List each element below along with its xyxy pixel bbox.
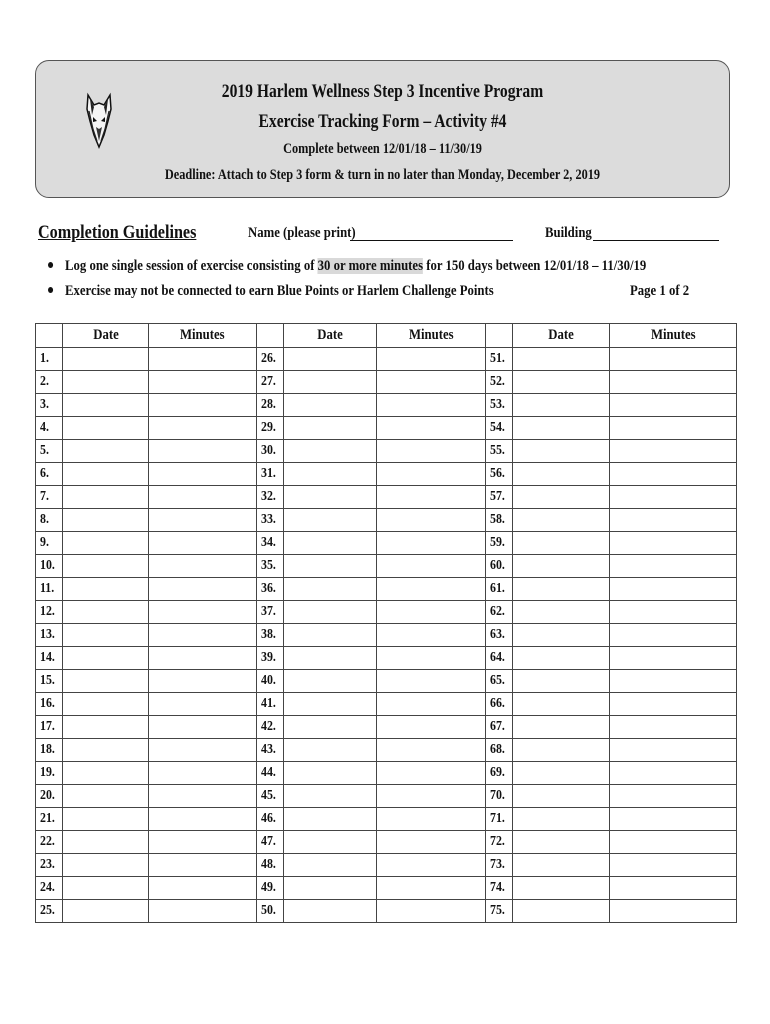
minutes-cell[interactable] bbox=[610, 348, 737, 371]
date-cell[interactable] bbox=[284, 509, 377, 532]
date-cell[interactable] bbox=[284, 831, 377, 854]
entry-number: 37. bbox=[257, 601, 284, 624]
table-row bbox=[36, 394, 737, 417]
date-cell[interactable] bbox=[284, 785, 377, 808]
date-cell[interactable] bbox=[63, 463, 149, 486]
minutes-cell[interactable] bbox=[377, 762, 486, 785]
entry-number: 12. bbox=[36, 601, 63, 624]
entry-number: 64. bbox=[486, 647, 513, 670]
bullet2-text: Exercise may not be connected to earn Blue Points or Harlem Challenge Points bbox=[65, 283, 494, 299]
date-cell[interactable] bbox=[513, 785, 610, 808]
date-cell[interactable] bbox=[284, 555, 377, 578]
minutes-cell[interactable] bbox=[149, 693, 257, 716]
date-cell[interactable] bbox=[63, 509, 149, 532]
date-cell[interactable] bbox=[63, 647, 149, 670]
entry-number: 13. bbox=[36, 624, 63, 647]
minutes-cell[interactable] bbox=[149, 854, 257, 877]
table-row bbox=[36, 716, 737, 739]
date-cell[interactable] bbox=[63, 808, 149, 831]
entry-number: 54. bbox=[486, 417, 513, 440]
entry-number: 45. bbox=[257, 785, 284, 808]
date-cell[interactable] bbox=[63, 601, 149, 624]
date-cell[interactable] bbox=[513, 532, 610, 555]
date-cell[interactable] bbox=[284, 808, 377, 831]
table-row bbox=[36, 578, 737, 601]
minutes-cell[interactable] bbox=[377, 555, 486, 578]
minutes-cell[interactable] bbox=[377, 394, 486, 417]
minutes-cell[interactable] bbox=[377, 854, 486, 877]
date-cell[interactable] bbox=[513, 578, 610, 601]
name-field[interactable] bbox=[350, 240, 513, 241]
minutes-cell[interactable] bbox=[610, 854, 737, 877]
minutes-cell[interactable] bbox=[377, 647, 486, 670]
minutes-cell[interactable] bbox=[377, 877, 486, 900]
entry-number: 39. bbox=[257, 647, 284, 670]
minutes-cell[interactable] bbox=[149, 831, 257, 854]
entry-number: 63. bbox=[486, 624, 513, 647]
date-cell[interactable] bbox=[513, 394, 610, 417]
date-cell[interactable] bbox=[284, 854, 377, 877]
entry-number: 28. bbox=[257, 394, 284, 417]
date-cell[interactable] bbox=[284, 739, 377, 762]
col-header-minutes: Minutes bbox=[377, 324, 486, 348]
guideline-bullet-2 bbox=[48, 283, 494, 300]
minutes-cell[interactable] bbox=[149, 624, 257, 647]
minutes-cell[interactable] bbox=[149, 348, 257, 371]
date-cell[interactable] bbox=[63, 555, 149, 578]
minutes-cell[interactable] bbox=[149, 762, 257, 785]
entry-number: 10. bbox=[36, 555, 63, 578]
date-cell[interactable] bbox=[513, 762, 610, 785]
entry-number: 33. bbox=[257, 509, 284, 532]
form-title: 2019 Harlem Wellness Step 3 Incentive Program bbox=[221, 81, 544, 102]
name-label: Name (please print) bbox=[248, 225, 356, 241]
entry-number: 48. bbox=[257, 854, 284, 877]
date-cell[interactable] bbox=[513, 371, 610, 394]
entry-number: 72. bbox=[486, 831, 513, 854]
date-cell[interactable] bbox=[513, 440, 610, 463]
entry-number: 69. bbox=[486, 762, 513, 785]
table-row bbox=[36, 877, 737, 900]
date-cell[interactable] bbox=[284, 762, 377, 785]
entry-number: 75. bbox=[486, 900, 513, 923]
date-cell[interactable] bbox=[513, 808, 610, 831]
bullet-icon bbox=[48, 287, 53, 293]
form-subtitle: Exercise Tracking Form – Activity #4 bbox=[258, 111, 507, 132]
minutes-cell[interactable] bbox=[149, 417, 257, 440]
col-header-minutes: Minutes bbox=[149, 324, 257, 348]
entry-number: 57. bbox=[486, 486, 513, 509]
minutes-cell[interactable] bbox=[610, 877, 737, 900]
entry-number: 41. bbox=[257, 693, 284, 716]
entry-number: 3. bbox=[36, 394, 63, 417]
date-cell[interactable] bbox=[63, 578, 149, 601]
date-cell[interactable] bbox=[63, 417, 149, 440]
table-row bbox=[36, 647, 737, 670]
minutes-cell[interactable] bbox=[610, 417, 737, 440]
minutes-cell[interactable] bbox=[610, 647, 737, 670]
minutes-cell[interactable] bbox=[610, 693, 737, 716]
minutes-cell[interactable] bbox=[149, 900, 257, 923]
minutes-cell[interactable] bbox=[610, 785, 737, 808]
minutes-cell[interactable] bbox=[377, 670, 486, 693]
date-cell[interactable] bbox=[63, 739, 149, 762]
date-cell[interactable] bbox=[284, 532, 377, 555]
table-row bbox=[36, 555, 737, 578]
table-row bbox=[36, 509, 737, 532]
entry-number: 34. bbox=[257, 532, 284, 555]
date-cell[interactable] bbox=[284, 371, 377, 394]
entry-number: 40. bbox=[257, 670, 284, 693]
minutes-cell[interactable] bbox=[149, 509, 257, 532]
minutes-cell[interactable] bbox=[149, 670, 257, 693]
date-cell[interactable] bbox=[284, 440, 377, 463]
minutes-cell[interactable] bbox=[149, 463, 257, 486]
minutes-cell[interactable] bbox=[149, 877, 257, 900]
date-cell[interactable] bbox=[513, 693, 610, 716]
minutes-cell[interactable] bbox=[610, 486, 737, 509]
date-cell[interactable] bbox=[63, 900, 149, 923]
table-row bbox=[36, 831, 737, 854]
date-cell[interactable] bbox=[284, 877, 377, 900]
minutes-cell[interactable] bbox=[149, 440, 257, 463]
entry-number: 38. bbox=[257, 624, 284, 647]
bullet1-highlight: 30 or more minutes bbox=[317, 258, 424, 274]
date-cell[interactable] bbox=[513, 670, 610, 693]
minutes-cell[interactable] bbox=[610, 716, 737, 739]
date-cell[interactable] bbox=[513, 348, 610, 371]
minutes-cell[interactable] bbox=[377, 578, 486, 601]
date-cell[interactable] bbox=[284, 647, 377, 670]
minutes-cell[interactable] bbox=[149, 785, 257, 808]
table-row bbox=[36, 532, 737, 555]
minutes-cell[interactable] bbox=[610, 463, 737, 486]
deadline-text: Deadline: Attach to Step 3 form & turn in no later than Monday, December 2, 2019 bbox=[164, 167, 601, 183]
date-cell[interactable] bbox=[63, 348, 149, 371]
guideline-bullet-1 bbox=[48, 258, 646, 275]
date-cell[interactable] bbox=[284, 578, 377, 601]
minutes-cell[interactable] bbox=[377, 624, 486, 647]
date-cell[interactable] bbox=[63, 670, 149, 693]
table-row bbox=[36, 440, 737, 463]
entry-number: 16. bbox=[36, 693, 63, 716]
minutes-cell[interactable] bbox=[377, 532, 486, 555]
date-cell[interactable] bbox=[513, 555, 610, 578]
entry-number: 9. bbox=[36, 532, 63, 555]
entry-number: 56. bbox=[486, 463, 513, 486]
entry-number: 11. bbox=[36, 578, 63, 601]
date-cell[interactable] bbox=[63, 831, 149, 854]
entry-number: 36. bbox=[257, 578, 284, 601]
minutes-cell[interactable] bbox=[149, 601, 257, 624]
entry-number: 70. bbox=[486, 785, 513, 808]
col-header-date: Date bbox=[284, 324, 377, 348]
minutes-cell[interactable] bbox=[377, 693, 486, 716]
date-cell[interactable] bbox=[63, 693, 149, 716]
date-cell[interactable] bbox=[284, 463, 377, 486]
col-header-date: Date bbox=[63, 324, 149, 348]
minutes-cell[interactable] bbox=[377, 348, 486, 371]
entry-number: 20. bbox=[36, 785, 63, 808]
minutes-cell[interactable] bbox=[149, 739, 257, 762]
date-cell[interactable] bbox=[513, 463, 610, 486]
table-row bbox=[36, 762, 737, 785]
entry-number: 32. bbox=[257, 486, 284, 509]
col-header-date: Date bbox=[513, 324, 610, 348]
entry-number: 50. bbox=[257, 900, 284, 923]
entry-number: 53. bbox=[486, 394, 513, 417]
entry-number: 46. bbox=[257, 808, 284, 831]
date-cell[interactable] bbox=[513, 739, 610, 762]
entry-number: 71. bbox=[486, 808, 513, 831]
date-cell[interactable] bbox=[513, 877, 610, 900]
entry-number: 66. bbox=[486, 693, 513, 716]
entry-number: 49. bbox=[257, 877, 284, 900]
date-cell[interactable] bbox=[63, 371, 149, 394]
date-cell[interactable] bbox=[63, 785, 149, 808]
date-cell[interactable] bbox=[284, 716, 377, 739]
entry-number: 68. bbox=[486, 739, 513, 762]
exercise-log-table bbox=[35, 323, 737, 923]
minutes-cell[interactable] bbox=[610, 371, 737, 394]
minutes-cell[interactable] bbox=[610, 808, 737, 831]
entry-number: 65. bbox=[486, 670, 513, 693]
col-header-num bbox=[257, 324, 284, 348]
entry-number: 30. bbox=[257, 440, 284, 463]
date-cell[interactable] bbox=[513, 647, 610, 670]
minutes-cell[interactable] bbox=[377, 601, 486, 624]
minutes-cell[interactable] bbox=[610, 440, 737, 463]
entry-number: 51. bbox=[486, 348, 513, 371]
minutes-cell[interactable] bbox=[610, 578, 737, 601]
date-cell[interactable] bbox=[513, 900, 610, 923]
minutes-cell[interactable] bbox=[610, 624, 737, 647]
minutes-cell[interactable] bbox=[149, 647, 257, 670]
minutes-cell[interactable] bbox=[149, 371, 257, 394]
minutes-cell[interactable] bbox=[377, 486, 486, 509]
entry-number: 4. bbox=[36, 417, 63, 440]
minutes-cell[interactable] bbox=[149, 486, 257, 509]
entry-number: 1. bbox=[36, 348, 63, 371]
date-cell[interactable] bbox=[513, 624, 610, 647]
minutes-cell[interactable] bbox=[610, 532, 737, 555]
table-row bbox=[36, 463, 737, 486]
minutes-cell[interactable] bbox=[610, 900, 737, 923]
entry-number: 43. bbox=[257, 739, 284, 762]
minutes-cell[interactable] bbox=[377, 417, 486, 440]
minutes-cell[interactable] bbox=[377, 440, 486, 463]
date-cell[interactable] bbox=[513, 509, 610, 532]
entry-number: 73. bbox=[486, 854, 513, 877]
minutes-cell[interactable] bbox=[377, 716, 486, 739]
minutes-cell[interactable] bbox=[377, 900, 486, 923]
table-row bbox=[36, 739, 737, 762]
table-row bbox=[36, 785, 737, 808]
date-cell[interactable] bbox=[513, 417, 610, 440]
date-cell[interactable] bbox=[63, 877, 149, 900]
date-cell[interactable] bbox=[513, 486, 610, 509]
minutes-cell[interactable] bbox=[149, 578, 257, 601]
table-row bbox=[36, 808, 737, 831]
minutes-cell[interactable] bbox=[610, 762, 737, 785]
minutes-cell[interactable] bbox=[149, 808, 257, 831]
entry-number: 62. bbox=[486, 601, 513, 624]
header-panel bbox=[35, 60, 730, 198]
entry-number: 15. bbox=[36, 670, 63, 693]
date-cell[interactable] bbox=[513, 854, 610, 877]
minutes-cell[interactable] bbox=[149, 555, 257, 578]
table-row bbox=[36, 693, 737, 716]
table-row bbox=[36, 854, 737, 877]
entry-number: 23. bbox=[36, 854, 63, 877]
minutes-cell[interactable] bbox=[377, 739, 486, 762]
minutes-cell[interactable] bbox=[149, 716, 257, 739]
col-header-num bbox=[486, 324, 513, 348]
entry-number: 44. bbox=[257, 762, 284, 785]
date-cell[interactable] bbox=[284, 693, 377, 716]
minutes-cell[interactable] bbox=[377, 808, 486, 831]
building-label: Building bbox=[545, 225, 592, 241]
entry-number: 21. bbox=[36, 808, 63, 831]
entry-number: 35. bbox=[257, 555, 284, 578]
entry-number: 42. bbox=[257, 716, 284, 739]
entry-number: 19. bbox=[36, 762, 63, 785]
table-row bbox=[36, 624, 737, 647]
date-cell[interactable] bbox=[284, 624, 377, 647]
minutes-cell[interactable] bbox=[377, 371, 486, 394]
date-cell[interactable] bbox=[284, 394, 377, 417]
date-cell[interactable] bbox=[63, 716, 149, 739]
date-cell[interactable] bbox=[63, 532, 149, 555]
entry-number: 2. bbox=[36, 371, 63, 394]
page-number: Page 1 of 2 bbox=[630, 283, 690, 299]
minutes-cell[interactable] bbox=[610, 739, 737, 762]
date-cell[interactable] bbox=[513, 716, 610, 739]
minutes-cell[interactable] bbox=[149, 532, 257, 555]
entry-number: 60. bbox=[486, 555, 513, 578]
entry-number: 52. bbox=[486, 371, 513, 394]
table-header-row bbox=[36, 324, 737, 348]
date-cell[interactable] bbox=[284, 900, 377, 923]
entry-number: 61. bbox=[486, 578, 513, 601]
entry-number: 67. bbox=[486, 716, 513, 739]
table-row bbox=[36, 900, 737, 923]
minutes-cell[interactable] bbox=[377, 509, 486, 532]
minutes-cell[interactable] bbox=[610, 831, 737, 854]
entry-number: 31. bbox=[257, 463, 284, 486]
entry-number: 47. bbox=[257, 831, 284, 854]
entry-number: 25. bbox=[36, 900, 63, 923]
entry-number: 14. bbox=[36, 647, 63, 670]
table-row bbox=[36, 371, 737, 394]
entry-number: 6. bbox=[36, 463, 63, 486]
entry-number: 22. bbox=[36, 831, 63, 854]
date-cell[interactable] bbox=[284, 348, 377, 371]
minutes-cell[interactable] bbox=[610, 601, 737, 624]
date-cell[interactable] bbox=[63, 762, 149, 785]
entry-number: 7. bbox=[36, 486, 63, 509]
bullet1-text-pre: Log one single session of exercise consisting of bbox=[65, 258, 318, 274]
bullet-icon bbox=[48, 262, 53, 268]
date-cell[interactable] bbox=[63, 440, 149, 463]
minutes-cell[interactable] bbox=[377, 463, 486, 486]
entry-number: 5. bbox=[36, 440, 63, 463]
date-cell[interactable] bbox=[284, 486, 377, 509]
entry-number: 8. bbox=[36, 509, 63, 532]
completion-window: Complete between 12/01/18 – 11/30/19 bbox=[283, 141, 482, 157]
entry-number: 74. bbox=[486, 877, 513, 900]
entry-number: 59. bbox=[486, 532, 513, 555]
entry-number: 26. bbox=[257, 348, 284, 371]
entry-number: 17. bbox=[36, 716, 63, 739]
entry-number: 24. bbox=[36, 877, 63, 900]
minutes-cell[interactable] bbox=[610, 394, 737, 417]
minutes-cell[interactable] bbox=[377, 831, 486, 854]
guidelines-title: Completion Guidelines bbox=[38, 222, 197, 243]
table-row bbox=[36, 348, 737, 371]
table-row bbox=[36, 486, 737, 509]
date-cell[interactable] bbox=[63, 394, 149, 417]
guidelines-row bbox=[38, 222, 728, 246]
date-cell[interactable] bbox=[284, 670, 377, 693]
entry-number: 18. bbox=[36, 739, 63, 762]
minutes-cell[interactable] bbox=[149, 394, 257, 417]
minutes-cell[interactable] bbox=[610, 555, 737, 578]
entry-number: 58. bbox=[486, 509, 513, 532]
col-header-minutes: Minutes bbox=[610, 324, 737, 348]
minutes-cell[interactable] bbox=[610, 509, 737, 532]
table-row bbox=[36, 601, 737, 624]
date-cell[interactable] bbox=[63, 486, 149, 509]
date-cell[interactable] bbox=[513, 601, 610, 624]
table-row bbox=[36, 670, 737, 693]
date-cell[interactable] bbox=[513, 831, 610, 854]
entry-number: 55. bbox=[486, 440, 513, 463]
date-cell[interactable] bbox=[63, 624, 149, 647]
minutes-cell[interactable] bbox=[377, 785, 486, 808]
entry-number: 27. bbox=[257, 371, 284, 394]
entry-number: 29. bbox=[257, 417, 284, 440]
building-field[interactable] bbox=[593, 240, 719, 241]
date-cell[interactable] bbox=[284, 601, 377, 624]
table-row bbox=[36, 417, 737, 440]
date-cell[interactable] bbox=[284, 417, 377, 440]
col-header-num bbox=[36, 324, 63, 348]
bullet1-text-post: for 150 days between 12/01/18 – 11/30/19 bbox=[423, 258, 647, 274]
minutes-cell[interactable] bbox=[610, 670, 737, 693]
date-cell[interactable] bbox=[63, 854, 149, 877]
